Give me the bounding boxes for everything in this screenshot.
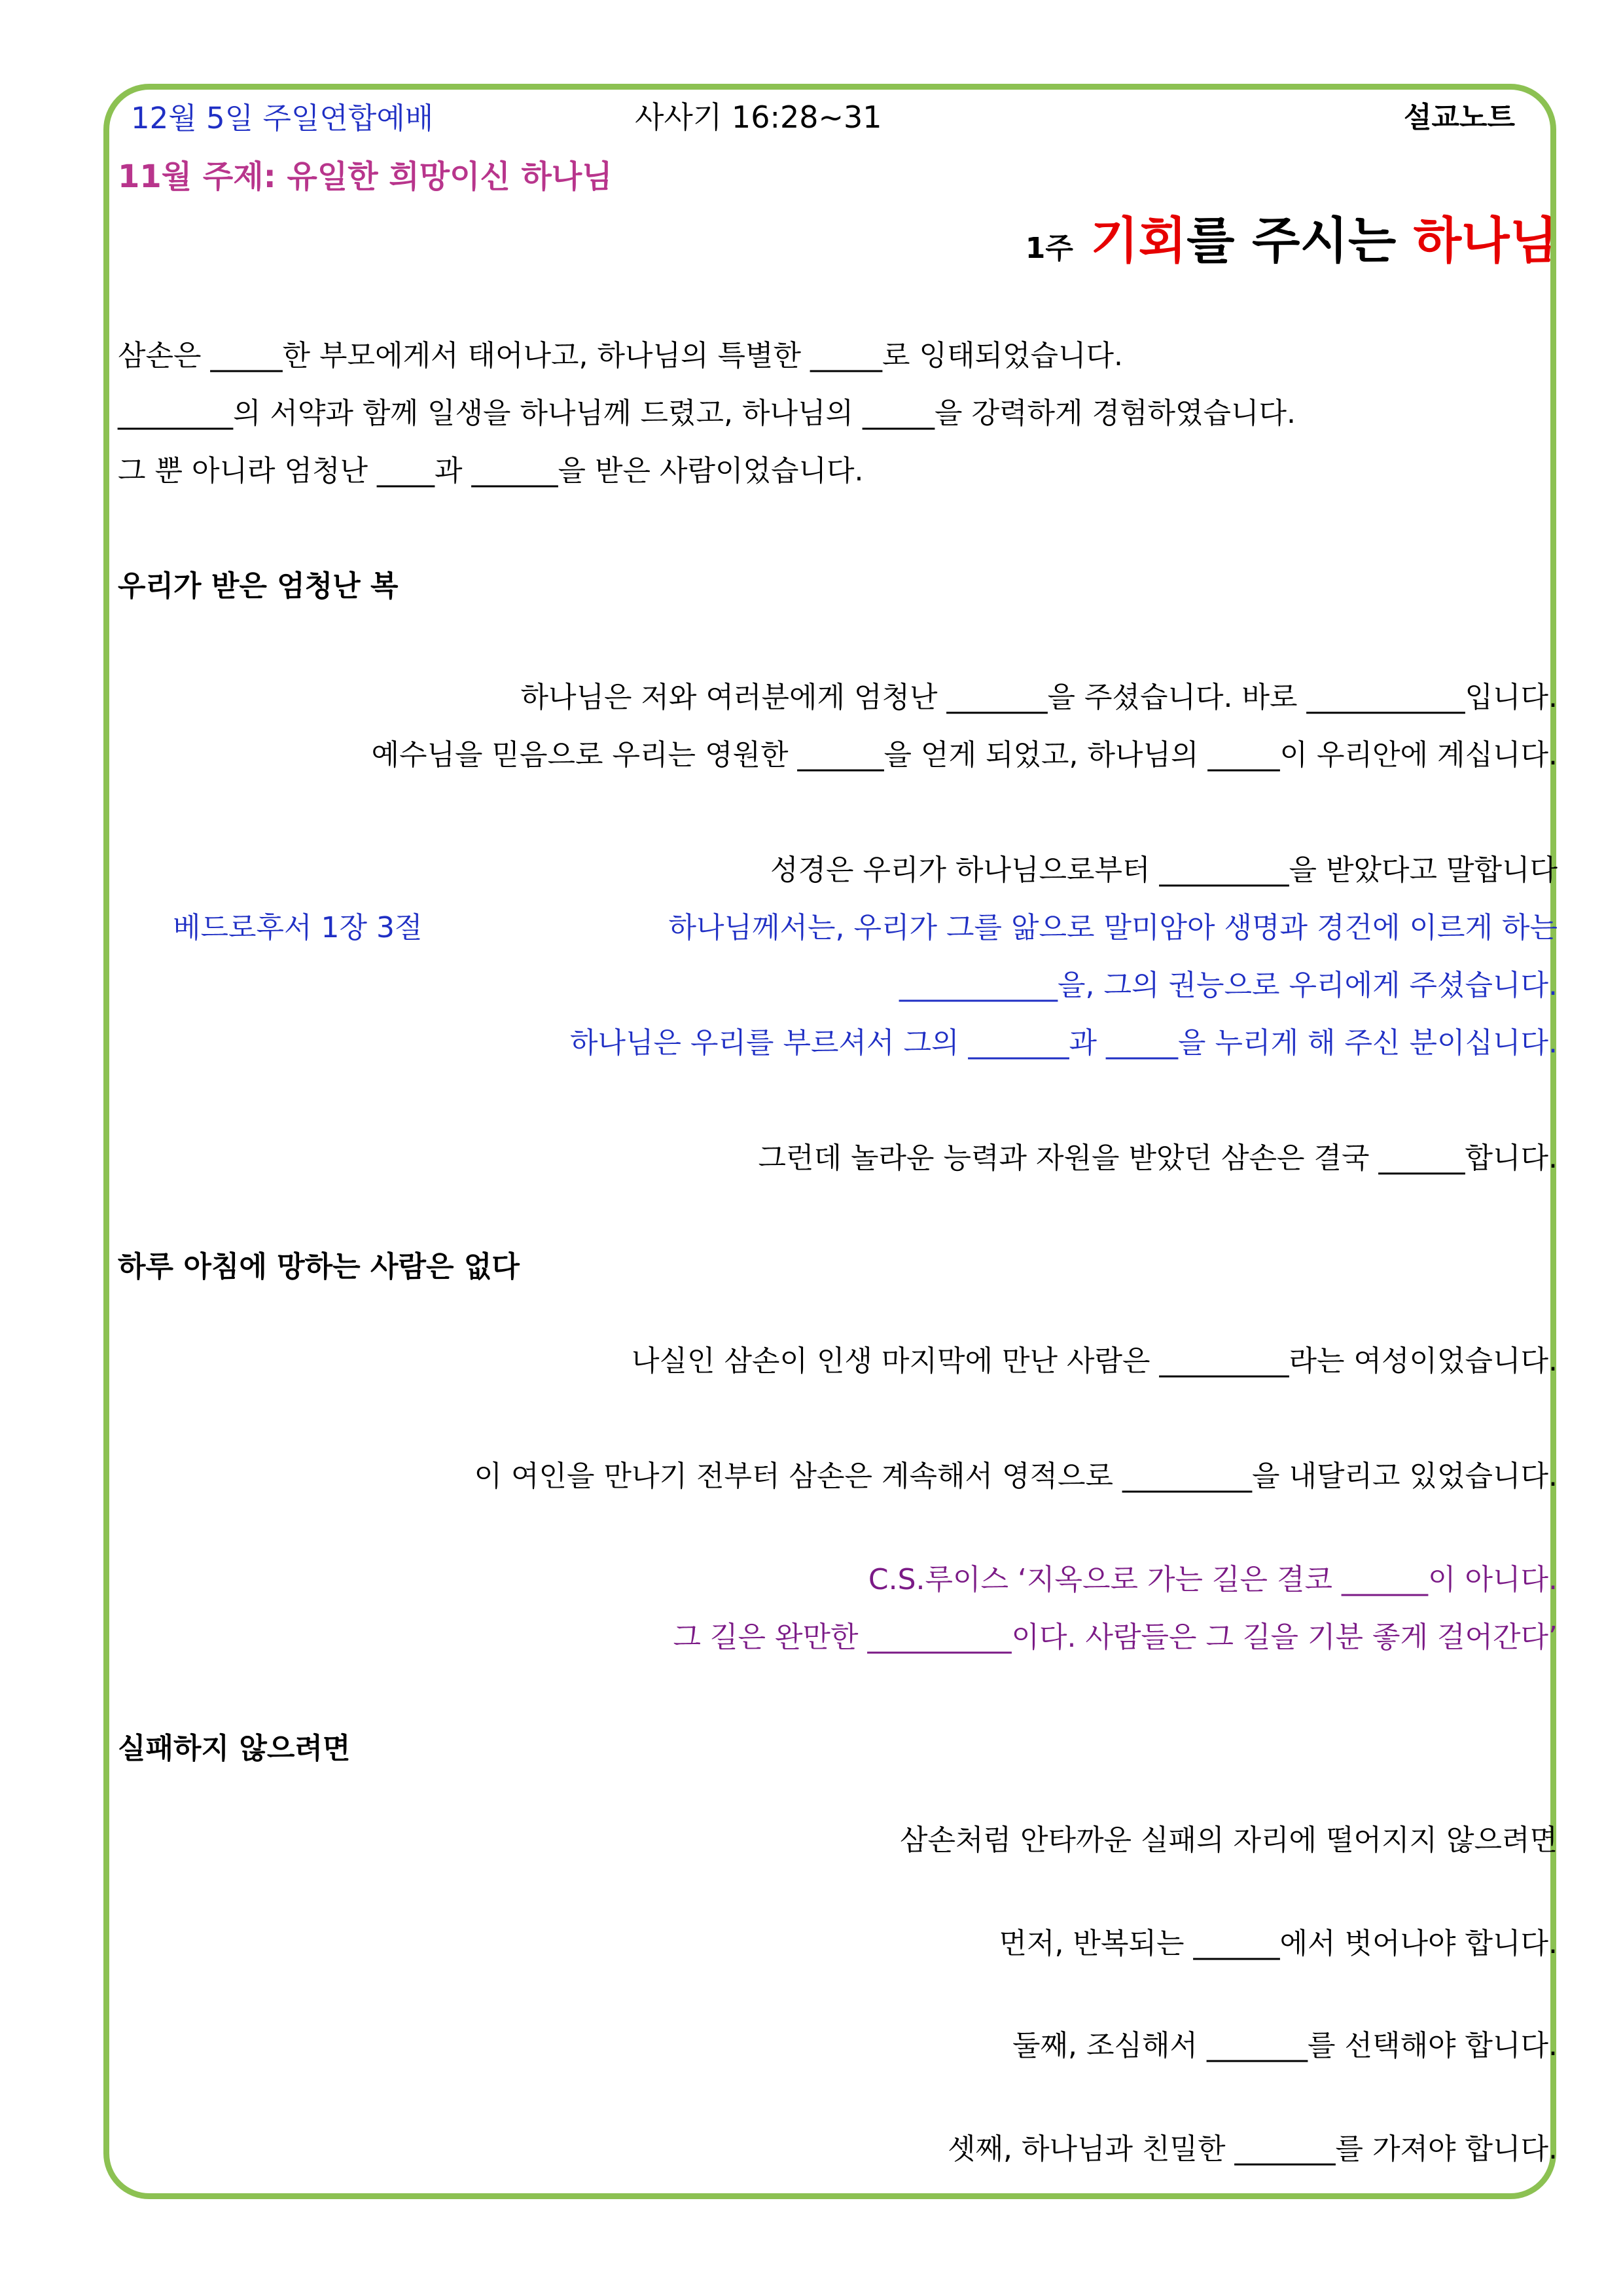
body-line: 삼손처럼 안타까운 실패의 자리에 떨어지지 않으려면 [899,1823,1558,1857]
intro-line: 삼손은 _____한 부모에게서 태어나고, 하나님의 특별한 _____로 잉태되었습니다. [118,339,1123,372]
body-line: 하나님은 저와 여러분에게 엄청난 _______을 주셨습니다. 바로 ___________입니다. [520,681,1558,714]
verse-line: ___________을, 그의 권능으로 우리에게 주셨습니다. [899,969,1558,1002]
title-part2: 를 주시는 [1186,211,1414,270]
intro-line: ________의 서약과 함께 일생을 하나님께 드렸고, 하나님의 _____을 강력하게 경험하였습니다. [118,397,1296,430]
verse-line: 하나님께서는, 우리가 그를 앎으로 말미암아 생명과 경건에 이르게 하는 [668,911,1558,944]
quote-line: C.S.루이스 ‘지옥으로 가는 길은 결코 ______이 아니다. [868,1563,1558,1596]
sermon-note-label: 설교노트 [1403,101,1515,134]
title-part1: 기회 [1090,211,1187,270]
section-heading: 하루 아침에 망하는 사람은 없다 [118,1250,520,1283]
body-line: 이 여인을 만나기 전부터 삼손은 계속해서 영적으로 _________을 내달리고 있었습니다. [474,1460,1558,1493]
body-line: 성경은 우리가 하나님으로부터 _________을 받았다고 말합니다 [770,853,1558,887]
verse-reference: 베드로후서 1장 3절 [173,911,423,944]
body-line: 그런데 놀라운 능력과 자원을 받았던 삼손은 결국 ______합니다. [758,1141,1558,1175]
service-date: 12월 5일 주일연합예배 [131,101,434,135]
section-heading: 우리가 받은 엄청난 복 [118,569,399,603]
body-line: 둘째, 조심해서 _______를 선택해야 합니다. [1012,2029,1558,2062]
intro-line: 그 뿐 아니라 엄청난 ____과 ______을 받은 사람이었습니다. [118,454,864,488]
title-week: 1주 [1025,232,1073,265]
verse-line: 하나님은 우리를 부르셔서 그의 _______과 _____을 누리게 해 주신 분이십니다. [570,1026,1558,1060]
body-line: 나실인 삼손이 인생 마지막에 만난 사람은 _________라는 여성이었습니다. [632,1344,1558,1378]
scripture-reference: 사사기 16:28~31 [635,99,882,135]
title-part3: 하나님 [1413,211,1558,270]
section-heading: 실패하지 않으려면 [118,1732,351,1765]
body-line: 먼저, 반복되는 ______에서 벗어나야 합니다. [999,1927,1558,1960]
sermon-title [1025,211,1558,270]
monthly-theme: 11월 주제: 유일한 희망이신 하나님 [118,158,613,195]
body-line: 셋째, 하나님과 친밀한 _______를 가져야 합니다. [948,2132,1558,2166]
body-line: 예수님을 믿음으로 우리는 영원한 ______을 얻게 되었고, 하나님의 _____이 우리안에 계십니다. [371,738,1558,772]
quote-line: 그 길은 완만한 __________이다. 사람들은 그 길을 기분 좋게 걸어간다’ [673,1621,1558,1654]
